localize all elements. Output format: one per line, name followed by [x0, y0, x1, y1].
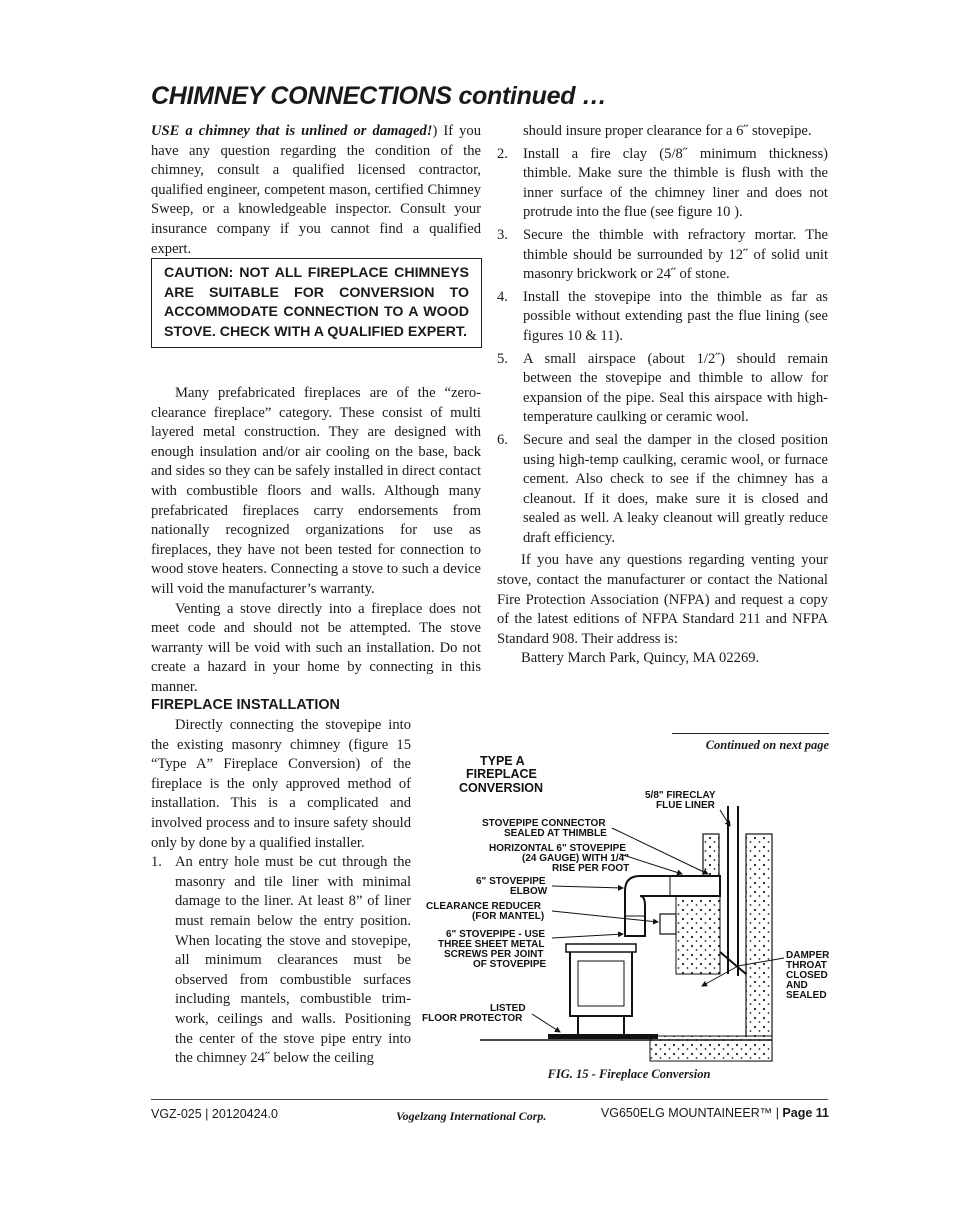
label-damper: THROAT: [786, 960, 827, 971]
fireplace-breast: [676, 886, 720, 974]
fireplace-column: [151, 716, 411, 1069]
label-damper: SEALED: [786, 990, 827, 1001]
footer-company: Vogelzang International Corp.: [396, 1109, 547, 1123]
label-damper: AND: [786, 980, 808, 991]
fireplace-paragraph: Directly connecting the stovepipe into the existing masonry chimney (figure 15 “Type A” Fireplace Conversion) of the fireplace is the only approved method of installation. This is a complicated and involved process and to insure safety should only by done by a qualified installer.: [151, 717, 411, 851]
figure-title-line: TYPE A: [480, 754, 525, 768]
step-text: A small airspace (about 1/2˝) should remain between the stovepipe and thimble to allow for expansion of the pipe. Seal this airspace with high-temperature caulking or ceramic wool.: [523, 350, 828, 426]
intro-lead: USE a chimney that is unlined or damaged!: [151, 123, 433, 139]
label-horizontal: (24 GAUGE) WITH 1/4": [522, 853, 629, 864]
damper-plate: [720, 952, 746, 974]
address-line: Battery March Park, Quincy, MA 02269.: [521, 650, 760, 667]
list-item: [497, 431, 828, 549]
label-elbow: ELBOW: [510, 886, 548, 897]
label-screws: THREE SHEET METAL: [438, 939, 545, 950]
intro-rest: ) If you have any question regarding the condition of the chimney, consult a qualified licensed contractor, qualified engineer, competent mason, certified Chimney Sweep, or a knowledgeable inspector. Consult your insurance company if you cannot find a qualified expert.: [151, 123, 481, 257]
page-number: Page 11: [782, 1106, 829, 1120]
stove-top: [566, 944, 636, 952]
label-horizontal: RISE PER FOOT: [552, 863, 630, 874]
fireplace-conversion-figure: [420, 746, 838, 1066]
step-text: Install a fire clay (5/8˝ minimum thickness) thimble. Make sure the thimble is flush with the inner surface of the chimney liner and does not protrude into the flue (see figure 10 ).: [523, 145, 828, 221]
list-item: [497, 288, 828, 347]
label-connector: SEALED AT THIMBLE: [504, 828, 607, 839]
left-column: [151, 122, 481, 259]
fireplace-diagram: [420, 746, 838, 1066]
label-floor: LISTED: [490, 1003, 526, 1014]
nfpa-paragraph: If you have any questions regarding venting your stove, contact the manufacturer or contact the National Fire Protection Association (NFPA) and request a copy of the latest editions of NFPA Standard 211 and NFPA Standard 908. Their address is:: [497, 552, 828, 647]
figure-caption: FIG. 15 - Fireplace Conversion: [547, 1067, 711, 1081]
venting-paragraph: Venting a stove directly into a fireplace does not meet code and should not be attempted. The stove warranty will be void with such an installation. Do not create a hazard in your home by connecting in this manner.: [151, 600, 481, 695]
footer-doc-id: VGZ-025 | 20120424.0: [151, 1107, 278, 1121]
step-text: Install the stovepipe into the thimble as far as possible without extending past the flue lining (see figures 10 & 11).: [523, 288, 828, 344]
figure-title-line: FIREPLACE: [466, 767, 537, 781]
continued-rule: [672, 733, 829, 734]
footer-rule: [151, 1099, 828, 1100]
right-column: [497, 122, 828, 669]
label-reducer: (FOR MANTEL): [472, 911, 545, 922]
label-elbow: 6" STOVEPIPE: [476, 876, 546, 887]
caution-box: CAUTION: NOT ALL FIREPLACE CHIMNEYS ARE SUITABLE FOR CONVERSION TO ACCOMMODATE CONNECTION TO A WOOD STOVE. CHECK WITH A QUALIFIED EXPERT.: [151, 258, 482, 348]
label-reducer: CLEARANCE REDUCER: [426, 901, 542, 912]
figure-title-line: CONVERSION: [459, 781, 544, 795]
label-horizontal: HORIZONTAL 6" STOVEPIPE: [489, 843, 626, 854]
step-number: 5.: [497, 350, 508, 367]
step-number: 3.: [497, 226, 508, 243]
step-text: Secure the thimble with refractory mortar. The thimble should be surrounded by 12˝ of solid unit masonry brickwork or 24˝ of stone.: [523, 226, 828, 283]
footer-model: [591, 1106, 829, 1120]
list-item: [497, 145, 828, 223]
step-number: 2.: [497, 145, 508, 162]
label-screws: SCREWS PER JOINT: [444, 949, 544, 960]
label-damper: DAMPER: [786, 950, 830, 961]
step-number: 4.: [497, 288, 508, 305]
label-screws: OF STOVEPIPE: [473, 959, 547, 970]
continued-note: Continued on next page: [705, 738, 829, 752]
label-connector: STOVEPIPE CONNECTOR: [482, 818, 606, 829]
label-fireclay: 5/8" FIRECLAY: [645, 790, 716, 801]
clearance-reducer: [660, 914, 676, 934]
step-text: Secure and seal the damper in the closed position using high-temp caulking, ceramic wool, or furnace cement. Also check to see if the chimney has a cleanout. If it does, make sure it is closed and sealed as well. A leaky cleanout will greatly reduce draft efficiency.: [523, 431, 828, 546]
leader-floor: [532, 1014, 560, 1032]
label-fireclay: FLUE LINER: [656, 800, 715, 811]
footer-model-name: VG650ELG MOUNTAINEER™ |: [600, 1106, 783, 1120]
left-column-body: [151, 384, 481, 698]
step-number: 1.: [151, 854, 162, 871]
leader-screws: [552, 934, 623, 938]
steps-list: [497, 145, 828, 549]
chimney-back-wall: [746, 834, 772, 1061]
step-number: 6.: [497, 431, 508, 448]
label-floor: FLOOR PROTECTOR: [422, 1013, 523, 1024]
fireplace-step-1: [151, 853, 411, 1069]
intro-paragraph: [151, 122, 481, 259]
page-title: CHIMNEY CONNECTIONS continued …: [151, 82, 607, 110]
continued-text: should insure proper clearance for a 6˝ stovepipe.: [523, 123, 812, 139]
list-item: [497, 226, 828, 285]
list-item: [497, 350, 828, 428]
floor-protector: [548, 1034, 658, 1039]
fireplace-heading: FIREPLACE INSTALLATION: [151, 697, 340, 713]
step-text: An entry hole must be cut through the masonry and tile liner with minimal damage to the liner. At least 8” of liner must remain below the entry position. When locating the stove and stovepipe, all minimum clearances must be observed from combustible surfaces including mantels, combustible trim-work, ceilings and walls. Positioning the center of the stove pipe entry into the chimney 24˝ below the ceiling: [175, 854, 411, 1067]
prefab-paragraph: Many prefabricated fireplaces are of the “zero-clearance fireplace” category. These consist of multi layered metal construction. They are designed with enough insulation and/or air cooling on the base, back and sides so they can be safely installed in direct contact with combustible floors and walls. Although many prefabricated fireplaces carry endorsements from nationally recognized organizations for use as fireplaces, they have not been tested for connection to wood stove heaters. Connecting a stove to such a device will void the manufacturer’s warranty.: [151, 385, 481, 597]
leader-elbow: [552, 886, 623, 888]
label-damper: CLOSED: [786, 970, 828, 981]
label-screws: 6" STOVEPIPE - USE: [446, 929, 546, 940]
